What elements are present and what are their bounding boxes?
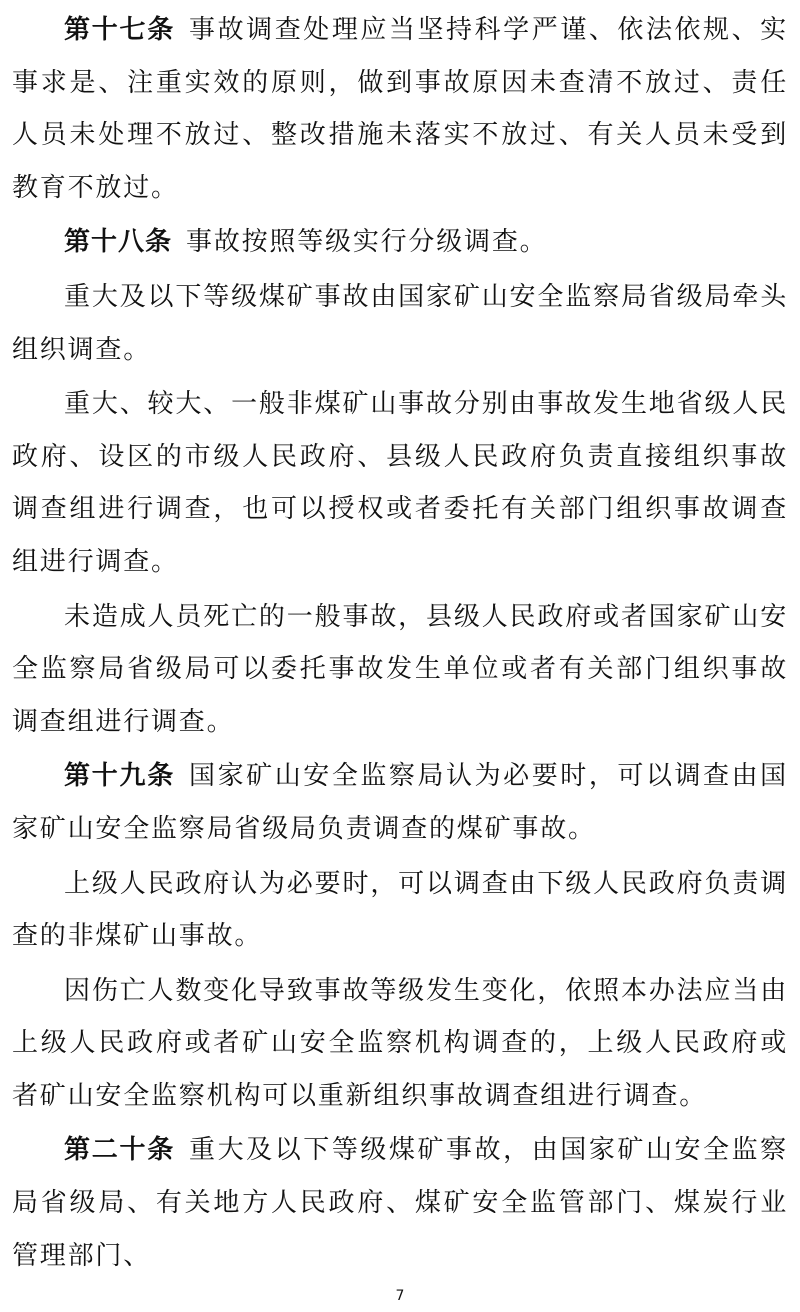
article-17-text: 事故调查处理应当坚持科学严谨、依法依规、实事求是、注重实效的原则，做到事故原因未查清不放过、责任人员未处理不放过、整改措施未落实不放过、有关人员未受到教育不放过。 <box>12 15 788 203</box>
article-18-text: 事故按照等级实行分级调查。 <box>186 227 548 258</box>
article-19-paragraph <box>12 750 788 855</box>
article-17-label: 第十七条 <box>64 15 176 45</box>
article-18-paragraph-2: 重大及以下等级煤矿事故由国家矿山安全监察局省级局牵头组织调查。 <box>12 281 788 365</box>
article-20-text: 重大及以下等级煤矿事故，由国家矿山安全监察局省级局、有关地方人民政府、煤矿安全监管部门、煤炭行业管理部门、 <box>12 1135 788 1271</box>
article-17-paragraph <box>12 4 788 214</box>
article-20-label: 第二十条 <box>64 1135 176 1166</box>
article-19-label: 第十九条 <box>64 761 176 792</box>
article-19-paragraph-2: 上级人民政府认为必要时，可以调查由下级人民政府负责调查的非煤矿山事故。 <box>12 868 788 952</box>
page-number: 7 <box>395 1288 405 1304</box>
article-18-paragraph <box>12 216 788 269</box>
article-19-text: 国家矿山安全监察局认为必要时，可以调查由国家矿山安全监察局省级局负责调查的煤矿事故。 <box>12 761 788 844</box>
article-19-paragraph-3: 因伤亡人数变化导致事故等级发生变化，依照本办法应当由上级人民政府或者矿山安全监察机构调查的，上级人民政府或者矿山安全监察机构可以重新组织事故调查组进行调查。 <box>12 975 788 1111</box>
document-page <box>12 0 788 1312</box>
article-18-paragraph-3: 重大、较大、一般非煤矿山事故分别由事故发生地省级人民政府、设区的市级人民政府、县级人民政府负责直接组织事故调查组进行调查，也可以授权或者委托有关部门组织事故调查组进行调查。 <box>12 389 788 577</box>
article-20-paragraph <box>12 1124 788 1282</box>
article-18-label: 第十八条 <box>64 227 173 258</box>
article-18-paragraph-4: 未造成人员死亡的一般事故，县级人民政府或者国家矿山安全监察局省级局可以委托事故发生单位或者有关部门组织事故调查组进行调查。 <box>12 601 788 737</box>
document-body <box>12 4 788 1282</box>
